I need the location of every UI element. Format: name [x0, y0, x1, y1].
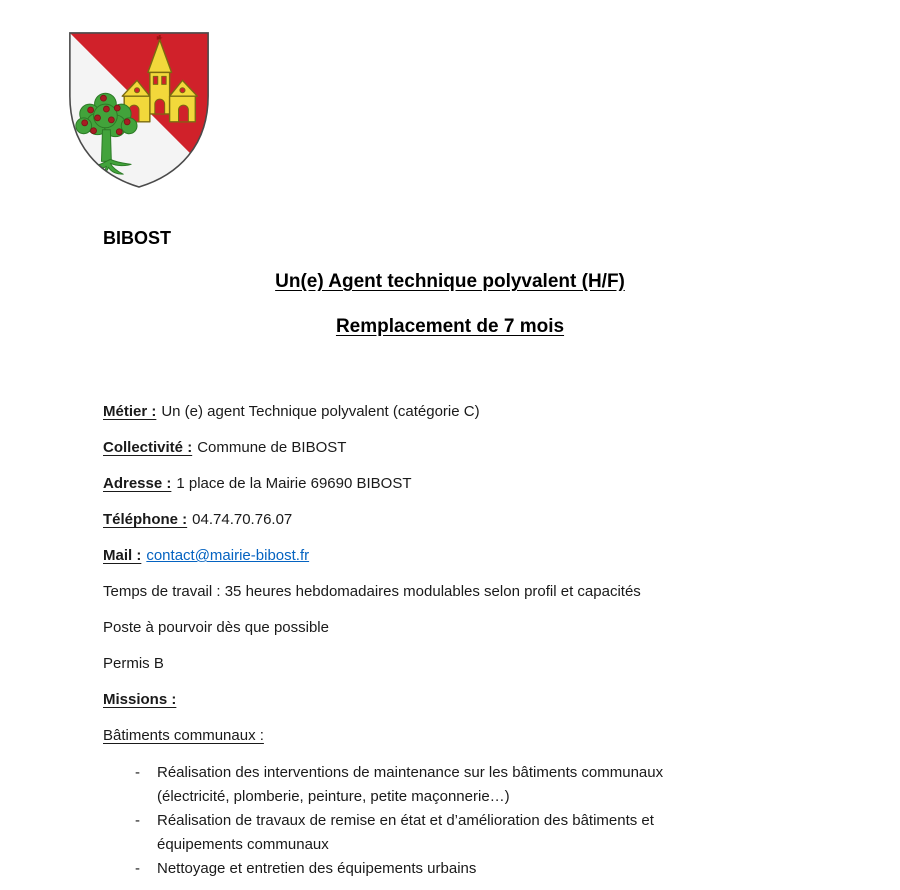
bullet-text: Réalisation des interventions de maintenance sur les bâtiments communaux (électricité, plomberie, peinture, petite maçonnerie…) [157, 764, 664, 805]
email-link[interactable]: contact@mairie-bibost.fr [146, 547, 310, 564]
field-adresse [103, 466, 763, 502]
bullet-dash: - [135, 860, 140, 877]
field-metier-value: Un (e) agent Technique polyvalent (catégorie C) [161, 403, 480, 420]
bibost-coat-of-arms-icon [60, 27, 218, 193]
batiments-heading: Bâtiments communaux : [103, 727, 264, 744]
bullet-dash: - [135, 812, 140, 829]
bullet-text: Réalisation de travaux de remise en état et d’amélioration des bâtiments et équipements communaux [157, 812, 654, 853]
field-collectivite-label: Collectivité : [103, 439, 193, 456]
field-telephone [103, 502, 763, 538]
field-mail [103, 538, 763, 574]
list-item [135, 857, 735, 881]
field-adresse-value: 1 place de la Mairie 69690 BIBOST [176, 475, 412, 492]
license-line: Permis B [103, 655, 164, 672]
field-collectivite-value: Commune de BIBOST [197, 439, 347, 456]
field-telephone-label: Téléphone : [103, 511, 188, 528]
start-date-line: Poste à pourvoir dès que possible [103, 619, 329, 636]
contract-duration-subtitle: Remplacement de 7 mois [335, 316, 565, 337]
list-item [135, 809, 735, 857]
bullet-dash: - [135, 764, 140, 781]
field-metier-label: Métier : [103, 403, 157, 420]
field-collectivite [103, 430, 763, 466]
job-details [103, 394, 763, 754]
bullet-text: Nettoyage et entretien des équipements urbains [157, 860, 477, 877]
field-mail-label: Mail : [103, 547, 142, 564]
missions-heading: Missions : [103, 691, 177, 708]
field-adresse-label: Adresse : [103, 475, 172, 492]
job-title: Un(e) Agent technique polyvalent (H/F) [275, 271, 625, 292]
commune-name: BIBOST [103, 228, 172, 248]
field-metier [103, 394, 763, 430]
work-time-line: Temps de travail : 35 heures hebdomadaires modulables selon profil et capacités [103, 583, 641, 600]
list-item [135, 761, 735, 809]
field-telephone-value: 04.74.70.76.07 [192, 511, 293, 528]
missions-bullet-list [135, 761, 735, 881]
